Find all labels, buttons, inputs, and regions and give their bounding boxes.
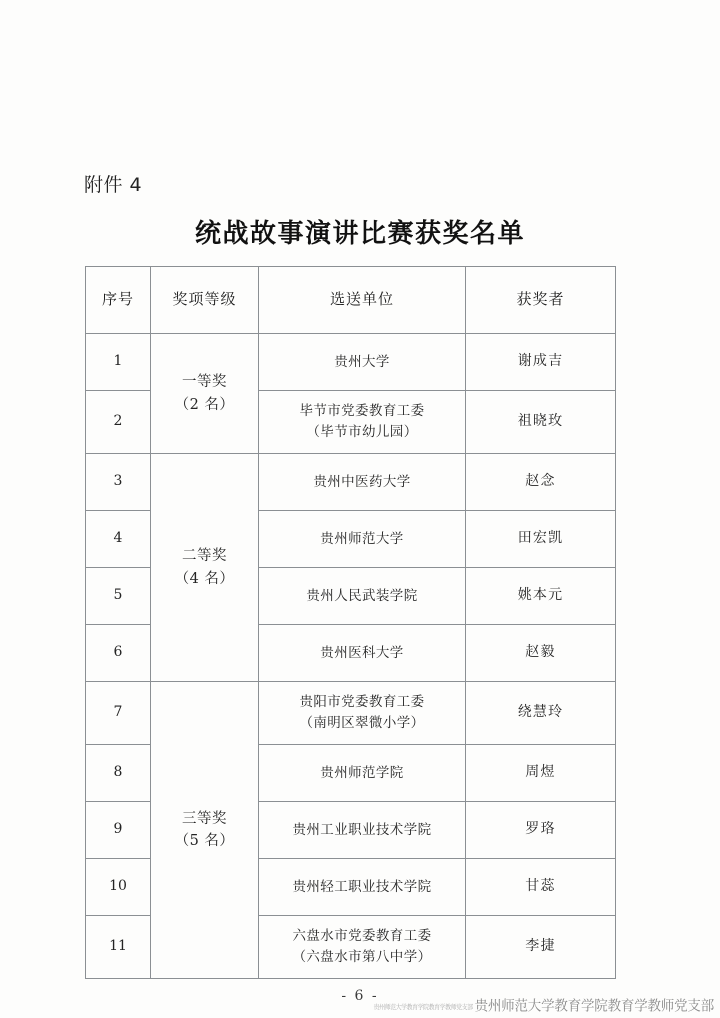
- column-header-winner: 获奖者: [466, 267, 616, 334]
- sending-unit-name: 贵州工业职业技术学院: [292, 821, 432, 838]
- column-header-unit: 选送单位: [259, 267, 466, 334]
- cell-sequence-number: 5: [86, 568, 151, 625]
- sending-unit-detail: （六盘水市第八中学）: [292, 949, 432, 965]
- sending-unit-name: 贵阳市党委教育工委: [299, 694, 425, 711]
- cell-winner-name: 祖晓玫: [466, 391, 616, 454]
- table-body: [86, 334, 616, 979]
- award-level-name: 三等奖: [182, 810, 227, 827]
- cell-sequence-number: 10: [86, 859, 151, 916]
- cell-sending-unit: [259, 802, 466, 859]
- cell-sequence-number: 6: [86, 625, 151, 682]
- page-number: - 6 -: [341, 988, 379, 1004]
- award-list-table: [85, 266, 616, 979]
- cell-winner-name: 赵念: [466, 454, 616, 511]
- sending-unit-name: 毕节市党委教育工委: [299, 403, 425, 420]
- cell-sending-unit: [259, 745, 466, 802]
- cell-sequence-number: 2: [86, 391, 151, 454]
- cell-winner-name: 周煜: [466, 745, 616, 802]
- award-level-name: 一等奖: [182, 374, 227, 391]
- sending-unit-name: 六盘水市党委教育工委: [292, 928, 432, 945]
- cell-sending-unit: [259, 625, 466, 682]
- sending-unit-name: 贵州师范大学: [320, 530, 404, 547]
- cell-sequence-number: 9: [86, 802, 151, 859]
- table-row: [86, 334, 616, 391]
- watermark-text: 贵州师范大学教育学院教育学教师党支部: [474, 997, 714, 1015]
- watermark: [374, 994, 714, 1015]
- sending-unit-name: 贵州大学: [334, 353, 390, 370]
- cell-winner-name: 姚本元: [466, 568, 616, 625]
- award-level-name: 二等奖: [182, 548, 227, 565]
- sending-unit-name: 贵州医科大学: [320, 644, 404, 661]
- cell-sending-unit: [259, 391, 466, 454]
- sending-unit-name: 贵州轻工职业技术学院: [292, 878, 432, 895]
- attachment-label: 附件 4: [84, 174, 143, 196]
- cell-sending-unit: [259, 568, 466, 625]
- cell-sequence-number: 3: [86, 454, 151, 511]
- watermark-prefix: 贵州师范大学教育学院教育学教师党支部: [373, 1004, 473, 1012]
- cell-sending-unit: [259, 334, 466, 391]
- sending-unit-name: 贵州人民武装学院: [306, 587, 418, 604]
- sending-unit-name: 贵州师范学院: [320, 764, 404, 781]
- cell-winner-name: 赵毅: [466, 625, 616, 682]
- cell-winner-name: 谢成吉: [466, 334, 616, 391]
- award-level-count: （5 名）: [174, 833, 235, 849]
- cell-sequence-number: 8: [86, 745, 151, 802]
- cell-sending-unit: [259, 682, 466, 745]
- column-header-level: 奖项等级: [151, 267, 259, 334]
- cell-award-level: [151, 334, 259, 454]
- sending-unit-name: 贵州中医药大学: [313, 473, 411, 490]
- cell-sending-unit: [259, 859, 466, 916]
- cell-sending-unit: [259, 511, 466, 568]
- column-header-no: 序号: [86, 267, 151, 334]
- cell-award-level: [151, 682, 259, 979]
- cell-sequence-number: 4: [86, 511, 151, 568]
- table-row: [86, 454, 616, 511]
- table-header-row: [86, 267, 616, 334]
- cell-sequence-number: 11: [86, 916, 151, 979]
- cell-winner-name: 李捷: [466, 916, 616, 979]
- table-row: [86, 682, 616, 745]
- cell-winner-name: 罗珞: [466, 802, 616, 859]
- cell-winner-name: 绕慧玲: [466, 682, 616, 745]
- award-level-count: （2 名）: [174, 396, 235, 413]
- cell-sequence-number: 7: [86, 682, 151, 745]
- cell-award-level: [151, 454, 259, 682]
- cell-winner-name: 田宏凯: [466, 511, 616, 568]
- cell-sending-unit: [259, 916, 466, 979]
- sending-unit-detail: （南明区翠微小学）: [299, 715, 425, 731]
- sending-unit-detail: （毕节市幼儿园）: [306, 424, 418, 440]
- cell-winner-name: 甘蕊: [466, 859, 616, 916]
- page-title: 统战故事演讲比赛获奖名单: [194, 219, 525, 249]
- award-level-count: （4 名）: [174, 570, 235, 587]
- cell-sequence-number: 1: [86, 334, 151, 391]
- cell-sending-unit: [259, 454, 466, 511]
